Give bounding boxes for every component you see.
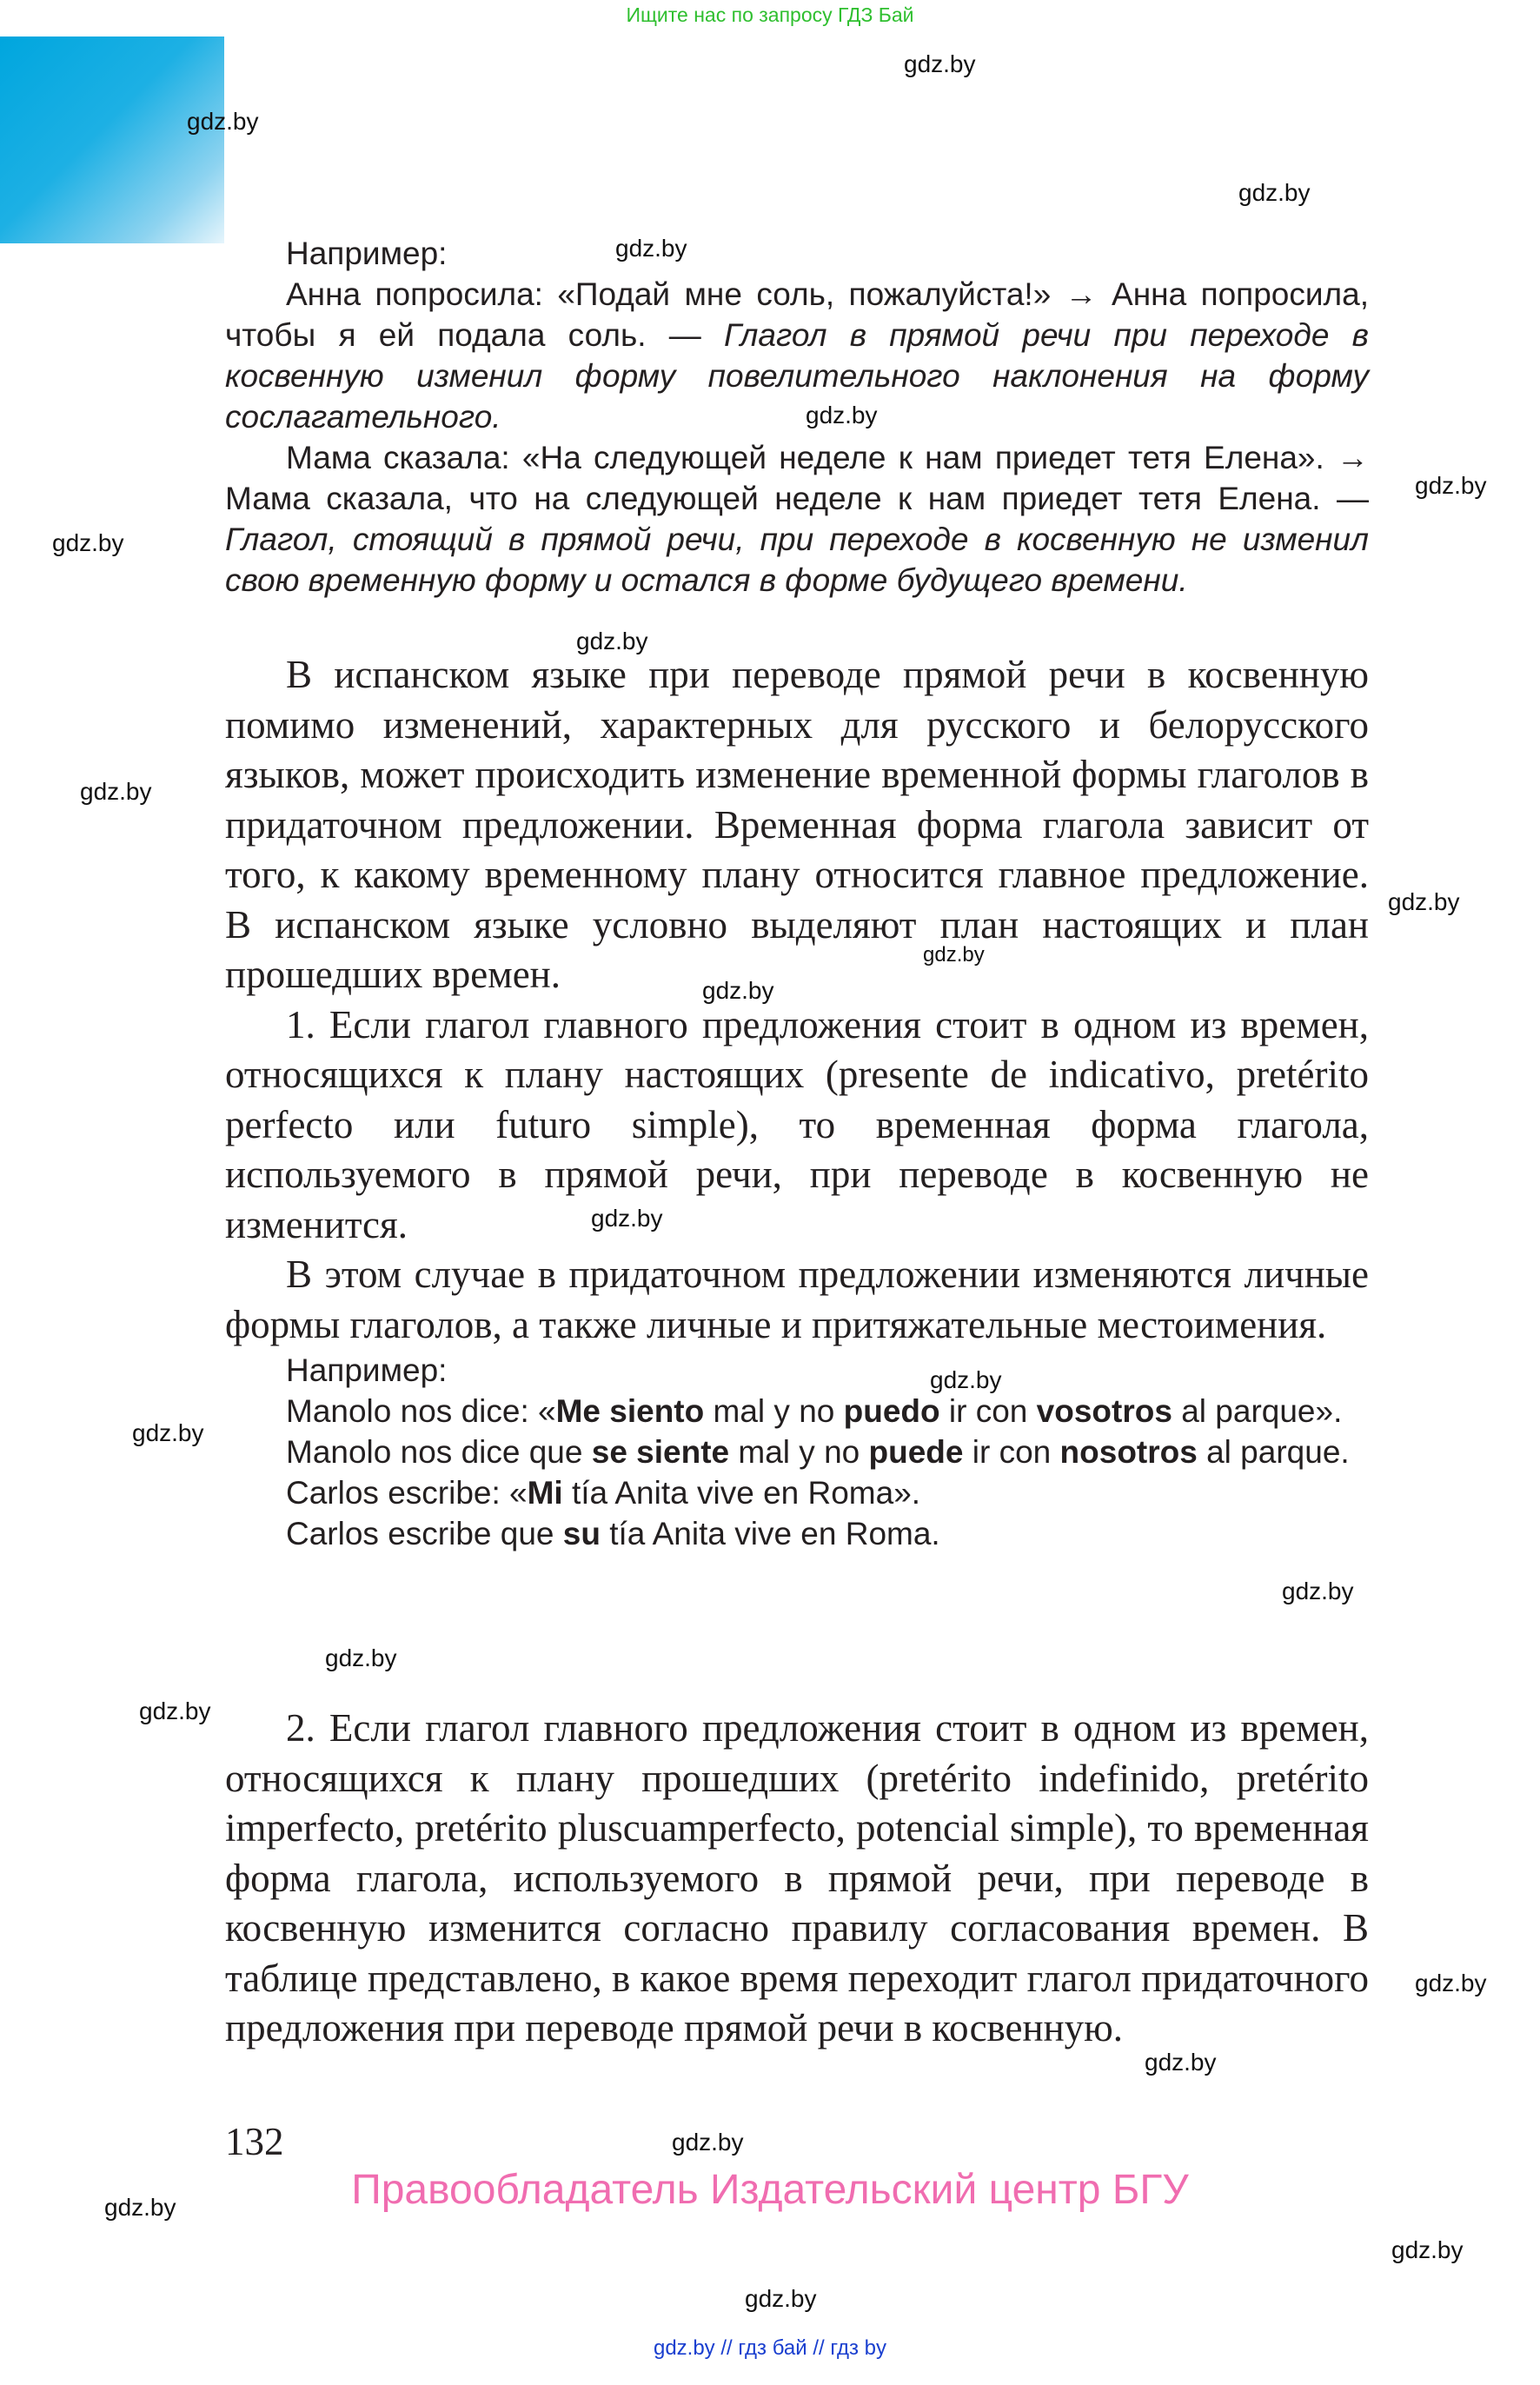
- footer-links[interactable]: gdz.by // гдз бай // гдз by: [653, 2336, 887, 2360]
- body-paragraph: 1. Если глагол главного предложения стоит в одном из времен, относящихся к плану настоящих (presente de indicativo, pretérito perfecto или futuro simple), то временная форма глагола, используемого в прямой речи, при переводе в косвенную не изменится.: [225, 1002, 1369, 1246]
- watermark: gdz.by: [139, 1697, 211, 1724]
- example-paragraph: [225, 437, 1369, 601]
- example-label-text: Например:: [286, 236, 448, 271]
- watermark: gdz.by: [591, 1205, 663, 1232]
- watermark: gdz.by: [1415, 472, 1487, 499]
- example-label-text: Например:: [286, 1352, 448, 1388]
- example-label: [225, 1350, 1369, 1391]
- example-block-2: [225, 1350, 1369, 1554]
- example-paragraph: [225, 274, 1369, 437]
- watermark: gdz.by: [132, 1419, 204, 1446]
- watermark: gdz.by: [1388, 888, 1460, 915]
- example-text: Мама сказала: «На следующей неделе к нам приедет тетя Елена». → Мама сказала, что на следующей неделе к нам приедет тетя Елена. —: [225, 440, 1369, 516]
- example-block-1: [225, 233, 1369, 601]
- body-paragraph: В этом случае в придаточном предложении изменяются личные формы глаголов, а также личные и притяжательные местоимения.: [225, 1252, 1369, 1346]
- watermark: gdz.by: [930, 1366, 1002, 1393]
- watermark: gdz.by: [904, 50, 976, 77]
- example-comment: Глагол в прямой речи при переходе в косвенную изменил форму повелительного наклонения на форму сослагательного.: [225, 317, 1369, 435]
- watermark: gdz.by: [1238, 179, 1311, 206]
- body-text-1: [225, 650, 1369, 1350]
- body-paragraph: 2. Если глагол главного предложения стоит в одном из времен, относящихся к плану прошедших (pretérito indefinido, pretérito imperfecto, pretérito pluscuamperfecto, potencial simple), то временная форма глагола, используемого в прямой речи, при переводе в косвенную изменится согласно правилу согласования времен. В таблице представлено, в какое время переходит глагол придаточного предложения при переводе прямой речи в косвенную.: [225, 1706, 1369, 2050]
- top-banner[interactable]: Ищите нас по запросу ГДЗ Бай: [626, 3, 914, 26]
- watermark: gdz.by: [806, 402, 878, 429]
- watermark: gdz.by: [745, 2285, 817, 2312]
- example-label: [225, 233, 1369, 274]
- body-text-2: [225, 1704, 1369, 2054]
- example-sentence: Manolo nos dice que se siente mal y no puede ir con nosotros al parque.: [286, 1434, 1350, 1470]
- watermark: gdz.by: [1415, 1970, 1487, 1996]
- watermark: gdz.by: [187, 108, 259, 135]
- watermark: gdz.by: [576, 628, 648, 654]
- copyright-notice: Правообладатель Издательский центр БГУ: [351, 2167, 1189, 2213]
- watermark: gdz.by: [325, 1644, 397, 1671]
- watermark: gdz.by: [615, 235, 687, 262]
- watermark: gdz.by: [104, 2194, 176, 2221]
- body-paragraph: В испанском языке при переводе прямой речи в косвенную помимо изменений, характерных для русского и белорусского языков, может происходить изменение временной формы глаголов в придаточном предложении. Временная форма глагола зависит от того, к какому временному плану относится главное предложение. В испанском языке условно выделяют план настоящих и план прошедших времен.: [225, 653, 1369, 996]
- watermark: gdz.by: [672, 2129, 744, 2156]
- watermark: gdz.by: [52, 529, 124, 556]
- corner-color-block: [0, 37, 224, 243]
- example-text: Анна попросила: «Подай мне соль, пожалуйста!» → Анна попросила, чтобы я ей подала соль. —: [225, 276, 1369, 353]
- watermark: gdz.by: [702, 977, 774, 1004]
- watermark: gdz.by: [80, 778, 152, 805]
- page-number: 132: [225, 2120, 284, 2163]
- example-sentence: Carlos escribe: «Mi tía Anita vive en Roma».: [286, 1475, 921, 1511]
- example-comment: Глагол, стоящий в прямой речи, при переходе в косвенную не изменил свою временную форму и остался в форме будущего времени.: [225, 522, 1369, 598]
- watermark: gdz.by: [1391, 2236, 1464, 2263]
- watermark: gdz.by: [1145, 2049, 1217, 2076]
- example-sentence: Carlos escribe que su tía Anita vive en Roma.: [286, 1516, 940, 1551]
- example-sentence: Manolo nos dice: «Me siento mal y no puedo ir con vosotros al parque».: [286, 1393, 1343, 1429]
- watermark: gdz.by: [923, 943, 985, 967]
- watermark: gdz.by: [1282, 1578, 1354, 1604]
